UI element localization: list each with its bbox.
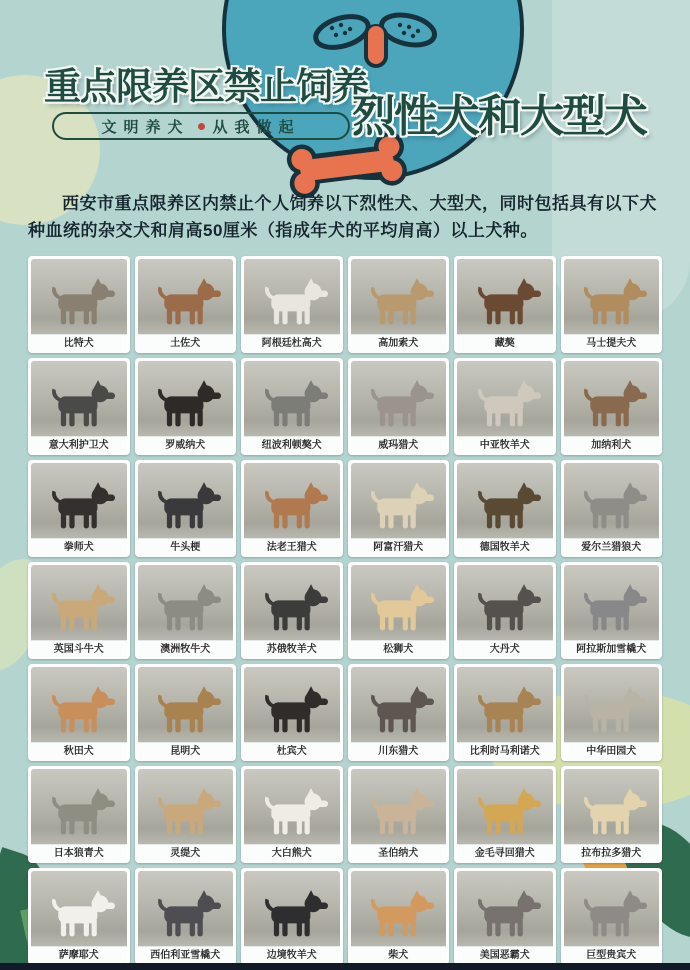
dog-silhouette-icon	[253, 576, 331, 641]
dog-photo	[457, 565, 553, 640]
dog-photo	[138, 361, 234, 436]
dog-cell	[561, 664, 663, 761]
dog-photo	[351, 667, 447, 742]
dog-name-label: 英国斗牛犬	[31, 640, 127, 659]
dog-name-label: 爱尔兰猎狼犬	[564, 538, 660, 557]
dog-silhouette-icon	[40, 270, 118, 335]
dog-silhouette-icon	[359, 372, 437, 437]
dog-cell	[561, 256, 663, 353]
dog-name-label: 纽波利顿獒犬	[244, 436, 340, 455]
dog-cell	[135, 256, 237, 353]
dog-name-label: 萨摩耶犬	[31, 946, 127, 965]
dog-photo	[31, 463, 127, 538]
dog-photo	[244, 667, 340, 742]
dog-cell	[348, 256, 450, 353]
dog-photo	[138, 565, 234, 640]
dog-silhouette-icon	[466, 678, 544, 743]
dog-silhouette-icon	[40, 882, 118, 947]
dog-cell	[454, 664, 556, 761]
dog-silhouette-icon	[146, 576, 224, 641]
dog-silhouette-icon	[572, 372, 650, 437]
dog-name-label: 比特犬	[31, 334, 127, 353]
dog-name-label: 美国恶霸犬	[457, 946, 553, 965]
dog-silhouette-icon	[572, 678, 650, 743]
dog-name-label: 柴犬	[351, 946, 447, 965]
dog-silhouette-icon	[359, 882, 437, 947]
dog-silhouette-icon	[359, 474, 437, 539]
subtitle-left: 文明养犬	[101, 118, 190, 136]
dog-cell	[561, 358, 663, 455]
dog-silhouette-icon	[466, 780, 544, 845]
dog-photo	[244, 565, 340, 640]
dog-name-label: 阿富汗猎犬	[351, 538, 447, 557]
dog-cell	[28, 256, 130, 353]
dog-photo	[564, 565, 660, 640]
subtitle-dot-icon	[198, 123, 205, 130]
dog-name-label: 大白熊犬	[244, 844, 340, 863]
dog-name-label: 土佐犬	[138, 334, 234, 353]
dog-cell	[28, 868, 130, 965]
dog-cell	[561, 766, 663, 863]
dog-photo	[31, 769, 127, 844]
dog-name-label: 澳洲牧牛犬	[138, 640, 234, 659]
dog-photo	[457, 769, 553, 844]
dog-name-label: 中亚牧羊犬	[457, 436, 553, 455]
dog-silhouette-icon	[253, 678, 331, 743]
dog-photo	[457, 463, 553, 538]
dog-cell	[28, 562, 130, 659]
dog-name-label: 意大利护卫犬	[31, 436, 127, 455]
dog-silhouette-icon	[40, 372, 118, 437]
dog-cell	[135, 358, 237, 455]
dog-cell	[348, 358, 450, 455]
dog-name-label: 杜宾犬	[244, 742, 340, 761]
dog-cell	[28, 460, 130, 557]
dog-silhouette-icon	[466, 270, 544, 335]
dog-name-label: 德国牧羊犬	[457, 538, 553, 557]
dog-silhouette-icon	[146, 372, 224, 437]
dog-silhouette-icon	[40, 576, 118, 641]
dog-name-label: 边境牧羊犬	[244, 946, 340, 965]
poster-title-line2: 烈性犬和大型犬	[352, 92, 646, 141]
dog-silhouette-icon	[253, 780, 331, 845]
dog-cell	[241, 256, 343, 353]
dog-cell	[348, 460, 450, 557]
dog-name-label: 法老王猎犬	[244, 538, 340, 557]
dog-name-label: 拳师犬	[31, 538, 127, 557]
dog-cell	[241, 766, 343, 863]
dog-photo	[457, 361, 553, 436]
dog-name-label: 加纳利犬	[564, 436, 660, 455]
poster-title-line1: 重点限养区禁止饲养	[44, 66, 368, 107]
dog-name-label: 日本狼青犬	[31, 844, 127, 863]
dog-silhouette-icon	[146, 474, 224, 539]
dog-photo	[457, 259, 553, 334]
dog-name-label: 拉布拉多猎犬	[564, 844, 660, 863]
dog-photo	[138, 667, 234, 742]
dog-photo	[351, 769, 447, 844]
dog-name-label: 马士提夫犬	[564, 334, 660, 353]
dog-silhouette-icon	[572, 270, 650, 335]
dog-name-label: 金毛寻回猎犬	[457, 844, 553, 863]
dog-cell	[454, 868, 556, 965]
dog-cell	[348, 766, 450, 863]
dog-cell	[454, 256, 556, 353]
dog-cell	[241, 460, 343, 557]
dog-photo	[351, 565, 447, 640]
dog-photo	[31, 871, 127, 946]
dog-silhouette-icon	[359, 678, 437, 743]
dog-photo	[244, 871, 340, 946]
dog-silhouette-icon	[466, 372, 544, 437]
dog-silhouette-icon	[40, 474, 118, 539]
dog-name-label: 大丹犬	[457, 640, 553, 659]
dog-silhouette-icon	[146, 678, 224, 743]
dog-cell	[454, 766, 556, 863]
dog-cell	[561, 460, 663, 557]
dog-photo	[31, 361, 127, 436]
dog-photo	[244, 463, 340, 538]
dog-silhouette-icon	[572, 474, 650, 539]
dog-cell	[348, 664, 450, 761]
dog-name-label: 阿根廷杜高犬	[244, 334, 340, 353]
dog-silhouette-icon	[40, 780, 118, 845]
dog-cell	[28, 358, 130, 455]
dog-silhouette-icon	[466, 576, 544, 641]
dog-name-label: 秋田犬	[31, 742, 127, 761]
dog-photo	[351, 463, 447, 538]
dog-name-label: 阿拉斯加雪橇犬	[564, 640, 660, 659]
dog-silhouette-icon	[359, 576, 437, 641]
dog-photo	[244, 259, 340, 334]
dog-name-label: 藏獒	[457, 334, 553, 353]
dog-silhouette-icon	[40, 678, 118, 743]
dog-photo	[31, 565, 127, 640]
dog-photo	[244, 361, 340, 436]
dog-silhouette-icon	[253, 372, 331, 437]
subtitle-right: 从我做起	[212, 118, 301, 136]
dog-silhouette-icon	[253, 270, 331, 335]
dog-photo	[564, 259, 660, 334]
dog-photo	[457, 871, 553, 946]
dog-name-label: 昆明犬	[138, 742, 234, 761]
dog-cell	[454, 562, 556, 659]
dog-silhouette-icon	[146, 270, 224, 335]
dog-photo	[244, 769, 340, 844]
dog-cell	[454, 460, 556, 557]
dog-name-label: 中华田园犬	[564, 742, 660, 761]
dog-cell	[348, 562, 450, 659]
dog-name-label: 西伯利亚雪橇犬	[138, 946, 234, 965]
dog-cell	[241, 562, 343, 659]
dog-photo	[31, 259, 127, 334]
dog-name-label: 比利时马利诺犬	[457, 742, 553, 761]
dog-silhouette-icon	[146, 780, 224, 845]
dog-silhouette-icon	[572, 882, 650, 947]
dog-photo	[564, 667, 660, 742]
dog-grid	[28, 256, 662, 965]
dog-photo	[351, 259, 447, 334]
dog-silhouette-icon	[359, 780, 437, 845]
dog-cell	[348, 868, 450, 965]
dog-photo	[457, 667, 553, 742]
dog-cell	[454, 358, 556, 455]
dog-cell	[135, 562, 237, 659]
dog-cell	[561, 868, 663, 965]
dog-silhouette-icon	[572, 780, 650, 845]
dog-name-label: 高加索犬	[351, 334, 447, 353]
dog-silhouette-icon	[253, 474, 331, 539]
dog-cell	[28, 664, 130, 761]
dog-photo	[564, 361, 660, 436]
bottom-bar	[0, 963, 690, 970]
dog-name-label: 灵缇犬	[138, 844, 234, 863]
dog-silhouette-icon	[572, 576, 650, 641]
dog-name-label: 苏俄牧羊犬	[244, 640, 340, 659]
dog-photo	[564, 769, 660, 844]
dog-name-label: 川东猎犬	[351, 742, 447, 761]
dog-silhouette-icon	[253, 882, 331, 947]
dog-cell	[561, 562, 663, 659]
dog-name-label: 松狮犬	[351, 640, 447, 659]
dog-silhouette-icon	[359, 270, 437, 335]
dog-silhouette-icon	[466, 474, 544, 539]
dog-cell	[135, 664, 237, 761]
intro-paragraph: 西安市重点限养区内禁止个人饲养以下烈性犬、大型犬，同时包括具有以下犬种血统的杂交犬和肩高50厘米（指成年犬的平均肩高）以上犬种。	[28, 194, 657, 241]
dog-photo	[31, 667, 127, 742]
dog-photo	[138, 871, 234, 946]
dog-cell	[241, 664, 343, 761]
dog-cell	[135, 868, 237, 965]
dog-photo	[138, 463, 234, 538]
dog-cell	[135, 460, 237, 557]
dog-name-label: 罗威纳犬	[138, 436, 234, 455]
dog-cell	[135, 766, 237, 863]
dog-name-label: 威玛猎犬	[351, 436, 447, 455]
subtitle-banner	[52, 112, 350, 140]
dog-photo	[564, 871, 660, 946]
dog-name-label: 牛头梗	[138, 538, 234, 557]
dog-silhouette-icon	[146, 882, 224, 947]
dog-name-label: 巨型贵宾犬	[564, 946, 660, 965]
dog-photo	[564, 463, 660, 538]
dog-silhouette-icon	[466, 882, 544, 947]
dog-photo	[138, 769, 234, 844]
dog-cell	[28, 766, 130, 863]
dog-cell	[241, 358, 343, 455]
dog-photo	[351, 361, 447, 436]
dog-photo	[351, 871, 447, 946]
dog-name-label: 圣伯纳犬	[351, 844, 447, 863]
dog-photo	[138, 259, 234, 334]
dog-cell	[241, 868, 343, 965]
